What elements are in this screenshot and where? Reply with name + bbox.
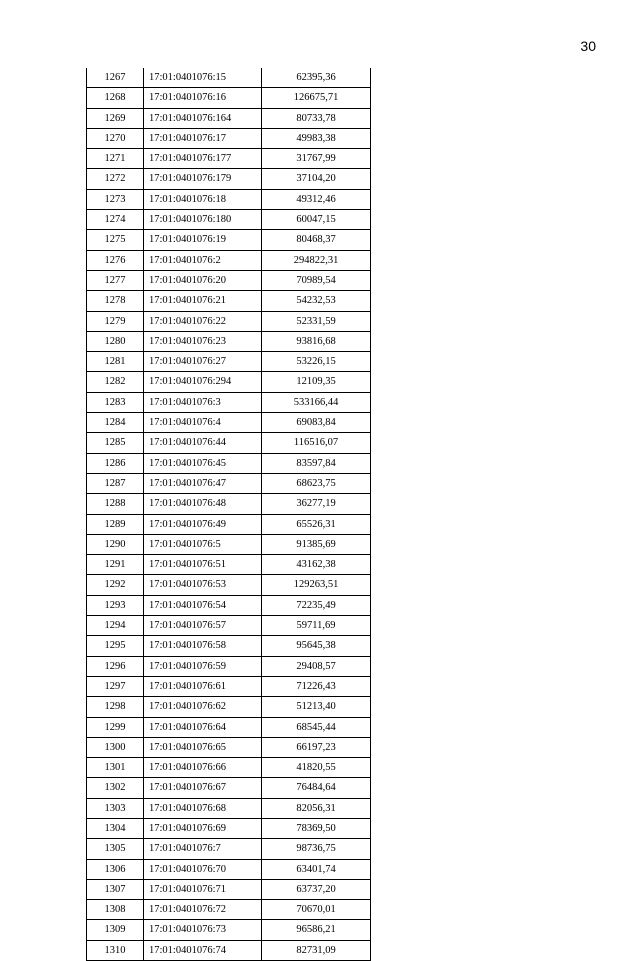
table-row: [87, 210, 371, 230]
cadastral-value-cell: 82056,31: [262, 798, 371, 818]
table-row: [87, 940, 371, 960]
cadastral-value-cell: 49983,38: [262, 128, 371, 148]
cadastral-value-cell: 63737,20: [262, 879, 371, 899]
row-number-cell: 1273: [87, 189, 144, 209]
cadastral-value-cell: 70989,54: [262, 270, 371, 290]
row-number-cell: 1308: [87, 900, 144, 920]
cadastral-number-cell: 17:01:0401076:51: [144, 555, 262, 575]
cadastral-value-cell: 60047,15: [262, 210, 371, 230]
table-row: [87, 473, 371, 493]
cadastral-value-cell: 49312,46: [262, 189, 371, 209]
cadastral-number-cell: 17:01:0401076:48: [144, 494, 262, 514]
table-row: [87, 920, 371, 940]
table-row: [87, 433, 371, 453]
table-row: [87, 128, 371, 148]
cadastral-value-cell: 66197,23: [262, 737, 371, 757]
cadastral-number-cell: 17:01:0401076:3: [144, 392, 262, 412]
cadastral-value-cell: 41820,55: [262, 758, 371, 778]
cadastral-value-cell: 65526,31: [262, 514, 371, 534]
cadastral-value-cell: 69083,84: [262, 413, 371, 433]
table-row: [87, 534, 371, 554]
row-number-cell: 1288: [87, 494, 144, 514]
row-number-cell: 1282: [87, 372, 144, 392]
table-row: [87, 737, 371, 757]
table-row: [87, 555, 371, 575]
row-number-cell: 1298: [87, 697, 144, 717]
cadastral-number-cell: 17:01:0401076:180: [144, 210, 262, 230]
cadastral-number-cell: 17:01:0401076:71: [144, 879, 262, 899]
cadastral-value-cell: 533166,44: [262, 392, 371, 412]
cadastral-value-cell: 37104,20: [262, 169, 371, 189]
cadastral-value-cell: 68623,75: [262, 473, 371, 493]
table-row: [87, 291, 371, 311]
cadastral-number-cell: 17:01:0401076:21: [144, 291, 262, 311]
cadastral-value-cell: 78369,50: [262, 818, 371, 838]
row-number-cell: 1299: [87, 717, 144, 737]
cadastral-number-cell: 17:01:0401076:17: [144, 128, 262, 148]
table-row: [87, 758, 371, 778]
table-row: [87, 331, 371, 351]
table-row: [87, 778, 371, 798]
table-row: [87, 839, 371, 859]
cadastral-number-cell: 17:01:0401076:74: [144, 940, 262, 960]
table-row: [87, 656, 371, 676]
row-number-cell: 1307: [87, 879, 144, 899]
cadastral-value-cell: 126675,71: [262, 88, 371, 108]
table-row: [87, 352, 371, 372]
row-number-cell: 1285: [87, 433, 144, 453]
row-number-cell: 1280: [87, 331, 144, 351]
row-number-cell: 1283: [87, 392, 144, 412]
row-number-cell: 1269: [87, 108, 144, 128]
cadastral-value-cell: 54232,53: [262, 291, 371, 311]
table-row: [87, 676, 371, 696]
cadastral-number-cell: 17:01:0401076:70: [144, 859, 262, 879]
row-number-cell: 1301: [87, 758, 144, 778]
cadastral-value-cell: 31767,99: [262, 149, 371, 169]
cadastral-value-cell: 51213,40: [262, 697, 371, 717]
cadastral-value-cell: 95645,38: [262, 636, 371, 656]
row-number-cell: 1274: [87, 210, 144, 230]
table-row: [87, 494, 371, 514]
cadastral-value-cell: 93816,68: [262, 331, 371, 351]
cadastral-value-table: [86, 68, 371, 961]
cadastral-value-cell: 36277,19: [262, 494, 371, 514]
row-number-cell: 1291: [87, 555, 144, 575]
cadastral-value-cell: 53226,15: [262, 352, 371, 372]
row-number-cell: 1304: [87, 818, 144, 838]
cadastral-value-cell: 52331,59: [262, 311, 371, 331]
cadastral-value-cell: 82731,09: [262, 940, 371, 960]
row-number-cell: 1278: [87, 291, 144, 311]
cadastral-number-cell: 17:01:0401076:53: [144, 575, 262, 595]
cadastral-value-cell: 80733,78: [262, 108, 371, 128]
row-number-cell: 1272: [87, 169, 144, 189]
row-number-cell: 1293: [87, 595, 144, 615]
cadastral-number-cell: 17:01:0401076:177: [144, 149, 262, 169]
cadastral-value-cell: 98736,75: [262, 839, 371, 859]
row-number-cell: 1279: [87, 311, 144, 331]
cadastral-number-cell: 17:01:0401076:57: [144, 616, 262, 636]
cadastral-value-cell: 80468,37: [262, 230, 371, 250]
row-number-cell: 1310: [87, 940, 144, 960]
row-number-cell: 1296: [87, 656, 144, 676]
row-number-cell: 1276: [87, 250, 144, 270]
cadastral-number-cell: 17:01:0401076:69: [144, 818, 262, 838]
cadastral-value-cell: 116516,07: [262, 433, 371, 453]
cadastral-number-cell: 17:01:0401076:27: [144, 352, 262, 372]
cadastral-number-cell: 17:01:0401076:18: [144, 189, 262, 209]
table-row: [87, 250, 371, 270]
row-number-cell: 1281: [87, 352, 144, 372]
table-row: [87, 372, 371, 392]
cadastral-value-cell: 129263,51: [262, 575, 371, 595]
cadastral-value-cell: 96586,21: [262, 920, 371, 940]
cadastral-number-cell: 17:01:0401076:16: [144, 88, 262, 108]
cadastral-number-cell: 17:01:0401076:15: [144, 68, 262, 88]
cadastral-number-cell: 17:01:0401076:4: [144, 413, 262, 433]
table-row: [87, 514, 371, 534]
row-number-cell: 1302: [87, 778, 144, 798]
table-row: [87, 717, 371, 737]
row-number-cell: 1268: [87, 88, 144, 108]
table-row: [87, 859, 371, 879]
cadastral-number-cell: 17:01:0401076:19: [144, 230, 262, 250]
cadastral-number-cell: 17:01:0401076:179: [144, 169, 262, 189]
cadastral-number-cell: 17:01:0401076:67: [144, 778, 262, 798]
table-row: [87, 88, 371, 108]
cadastral-number-cell: 17:01:0401076:68: [144, 798, 262, 818]
cadastral-number-cell: 17:01:0401076:65: [144, 737, 262, 757]
cadastral-number-cell: 17:01:0401076:294: [144, 372, 262, 392]
cadastral-number-cell: 17:01:0401076:45: [144, 453, 262, 473]
row-number-cell: 1300: [87, 737, 144, 757]
cadastral-value-cell: 91385,69: [262, 534, 371, 554]
cadastral-value-cell: 68545,44: [262, 717, 371, 737]
table-row: [87, 818, 371, 838]
cadastral-number-cell: 17:01:0401076:47: [144, 473, 262, 493]
table-row: [87, 798, 371, 818]
row-number-cell: 1306: [87, 859, 144, 879]
table-row: [87, 697, 371, 717]
row-number-cell: 1305: [87, 839, 144, 859]
cadastral-value-cell: 71226,43: [262, 676, 371, 696]
cadastral-number-cell: 17:01:0401076:59: [144, 656, 262, 676]
row-number-cell: 1275: [87, 230, 144, 250]
table-row: [87, 900, 371, 920]
table-row: [87, 879, 371, 899]
row-number-cell: 1309: [87, 920, 144, 940]
cadastral-value-cell: 63401,74: [262, 859, 371, 879]
table-row: [87, 595, 371, 615]
row-number-cell: 1271: [87, 149, 144, 169]
cadastral-number-cell: 17:01:0401076:66: [144, 758, 262, 778]
row-number-cell: 1294: [87, 616, 144, 636]
row-number-cell: 1303: [87, 798, 144, 818]
cadastral-number-cell: 17:01:0401076:61: [144, 676, 262, 696]
row-number-cell: 1290: [87, 534, 144, 554]
cadastral-value-cell: 62395,36: [262, 68, 371, 88]
cadastral-number-cell: 17:01:0401076:7: [144, 839, 262, 859]
cadastral-number-cell: 17:01:0401076:22: [144, 311, 262, 331]
table-row: [87, 270, 371, 290]
cadastral-value-cell: 59711,69: [262, 616, 371, 636]
table-row: [87, 392, 371, 412]
cadastral-number-cell: 17:01:0401076:73: [144, 920, 262, 940]
cadastral-value-cell: 72235,49: [262, 595, 371, 615]
cadastral-number-cell: 17:01:0401076:2: [144, 250, 262, 270]
row-number-cell: 1287: [87, 473, 144, 493]
table-row: [87, 169, 371, 189]
cadastral-number-cell: 17:01:0401076:49: [144, 514, 262, 534]
row-number-cell: 1289: [87, 514, 144, 534]
row-number-cell: 1270: [87, 128, 144, 148]
cadastral-value-cell: 294822,31: [262, 250, 371, 270]
cadastral-value-cell: 76484,64: [262, 778, 371, 798]
table-row: [87, 636, 371, 656]
cadastral-number-cell: 17:01:0401076:62: [144, 697, 262, 717]
table-row: [87, 230, 371, 250]
table-row: [87, 453, 371, 473]
cadastral-number-cell: 17:01:0401076:58: [144, 636, 262, 656]
row-number-cell: 1267: [87, 68, 144, 88]
row-number-cell: 1286: [87, 453, 144, 473]
table-row: [87, 413, 371, 433]
cadastral-value-cell: 12109,35: [262, 372, 371, 392]
cadastral-number-cell: 17:01:0401076:5: [144, 534, 262, 554]
cadastral-number-cell: 17:01:0401076:44: [144, 433, 262, 453]
row-number-cell: 1295: [87, 636, 144, 656]
row-number-cell: 1277: [87, 270, 144, 290]
cadastral-value-cell: 29408,57: [262, 656, 371, 676]
table-body: [87, 68, 371, 961]
table-row: [87, 616, 371, 636]
cadastral-number-cell: 17:01:0401076:64: [144, 717, 262, 737]
cadastral-number-cell: 17:01:0401076:54: [144, 595, 262, 615]
cadastral-value-cell: 43162,38: [262, 555, 371, 575]
table-row: [87, 108, 371, 128]
cadastral-number-cell: 17:01:0401076:23: [144, 331, 262, 351]
page-number: 30: [580, 38, 596, 54]
table-row: [87, 189, 371, 209]
row-number-cell: 1292: [87, 575, 144, 595]
cadastral-value-cell: 83597,84: [262, 453, 371, 473]
table-row: [87, 575, 371, 595]
row-number-cell: 1284: [87, 413, 144, 433]
cadastral-number-cell: 17:01:0401076:72: [144, 900, 262, 920]
cadastral-value-cell: 70670,01: [262, 900, 371, 920]
table-row: [87, 68, 371, 88]
row-number-cell: 1297: [87, 676, 144, 696]
cadastral-number-cell: 17:01:0401076:164: [144, 108, 262, 128]
cadastral-number-cell: 17:01:0401076:20: [144, 270, 262, 290]
table-row: [87, 149, 371, 169]
table-row: [87, 311, 371, 331]
